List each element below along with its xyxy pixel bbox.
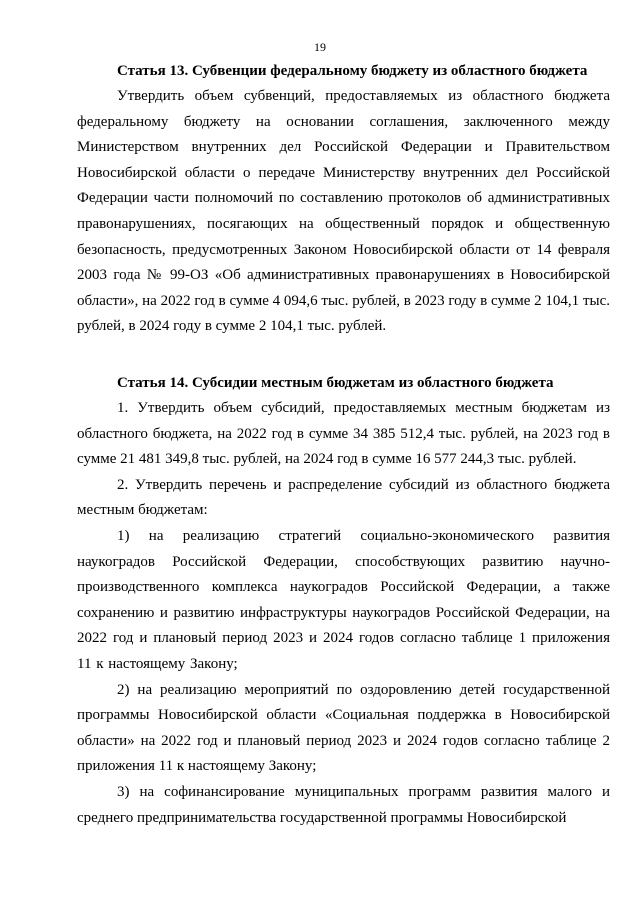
article-13-paragraph: Утвердить объем субвенций, предоставляемых из областного бюджета федеральному бюджету на основании соглашения, заключенного между Министерством внутренних дел Российской Федерации и Правительством Новосибирской области о передаче Министерству внутренних дел Российской Федерации части полномочий по составлению протоколов об административных правонарушениях, посягающих на общественный порядок и общественную безопасность, предусмотренных Законом Новосибирской области от 14 февраля 2003 года № 99-ОЗ «Об административных правонарушениях в Новосибирской области», на 2022 год в сумме 4 094,6 тыс. рублей, в 2023 году в сумме 2 104,1 тыс. рублей, в 2024 году в сумме 2 104,1 тыс. рублей. xyxy=(77,88,610,335)
article-14-heading: Статья 14. Субсидии местным бюджетам из областного бюджета xyxy=(117,375,554,391)
article-14-item-1: 1) на реализацию стратегий социально-экономического развития наукоградов Российской Федерации, способствующих развитию научно-производственного комплекса наукоградов Российской Федерации, а также сохранению и развитию инфраструктуры наукоградов Российской Федерации, на 2022 год и плановый период 2023 и 2024 годов согласно таблице 1 приложения 11 к настоящему Закону; xyxy=(77,527,610,672)
article-14-item-2: 2) на реализацию мероприятий по оздоровлению детей государственной программы Новосибирской области «Социальная поддержка в Новосибирской области» на 2022 год и плановый период 2023 и 2024 годов согласно таблице 2 приложения 11 к настоящему Закону; xyxy=(77,681,610,775)
article-14 xyxy=(77,370,610,831)
article-14-paragraph-1: 1. Утвердить объем субсидий, предоставляемых местным бюджетам из областного бюджета, на 2022 год в сумме 34 385 512,4 тыс. рублей, на 2023 год в сумме 21 481 349,8 тыс. рублей, на 2024 год в сумме 16 577 244,3 тыс. рублей. xyxy=(77,400,610,468)
article-13-heading: Статья 13. Субвенции федеральному бюджету из областного бюджета xyxy=(117,63,588,79)
article-14-item-3: 3) на софинансирование муниципальных программ развития малого и среднего предпринимательства государственной программы Новосибирской xyxy=(77,783,610,826)
article-13 xyxy=(77,58,610,340)
page-number: 19 xyxy=(314,40,326,54)
article-14-paragraph-2: 2. Утвердить перечень и распределение субсидий из областного бюджета местным бюджетам: xyxy=(77,476,610,519)
